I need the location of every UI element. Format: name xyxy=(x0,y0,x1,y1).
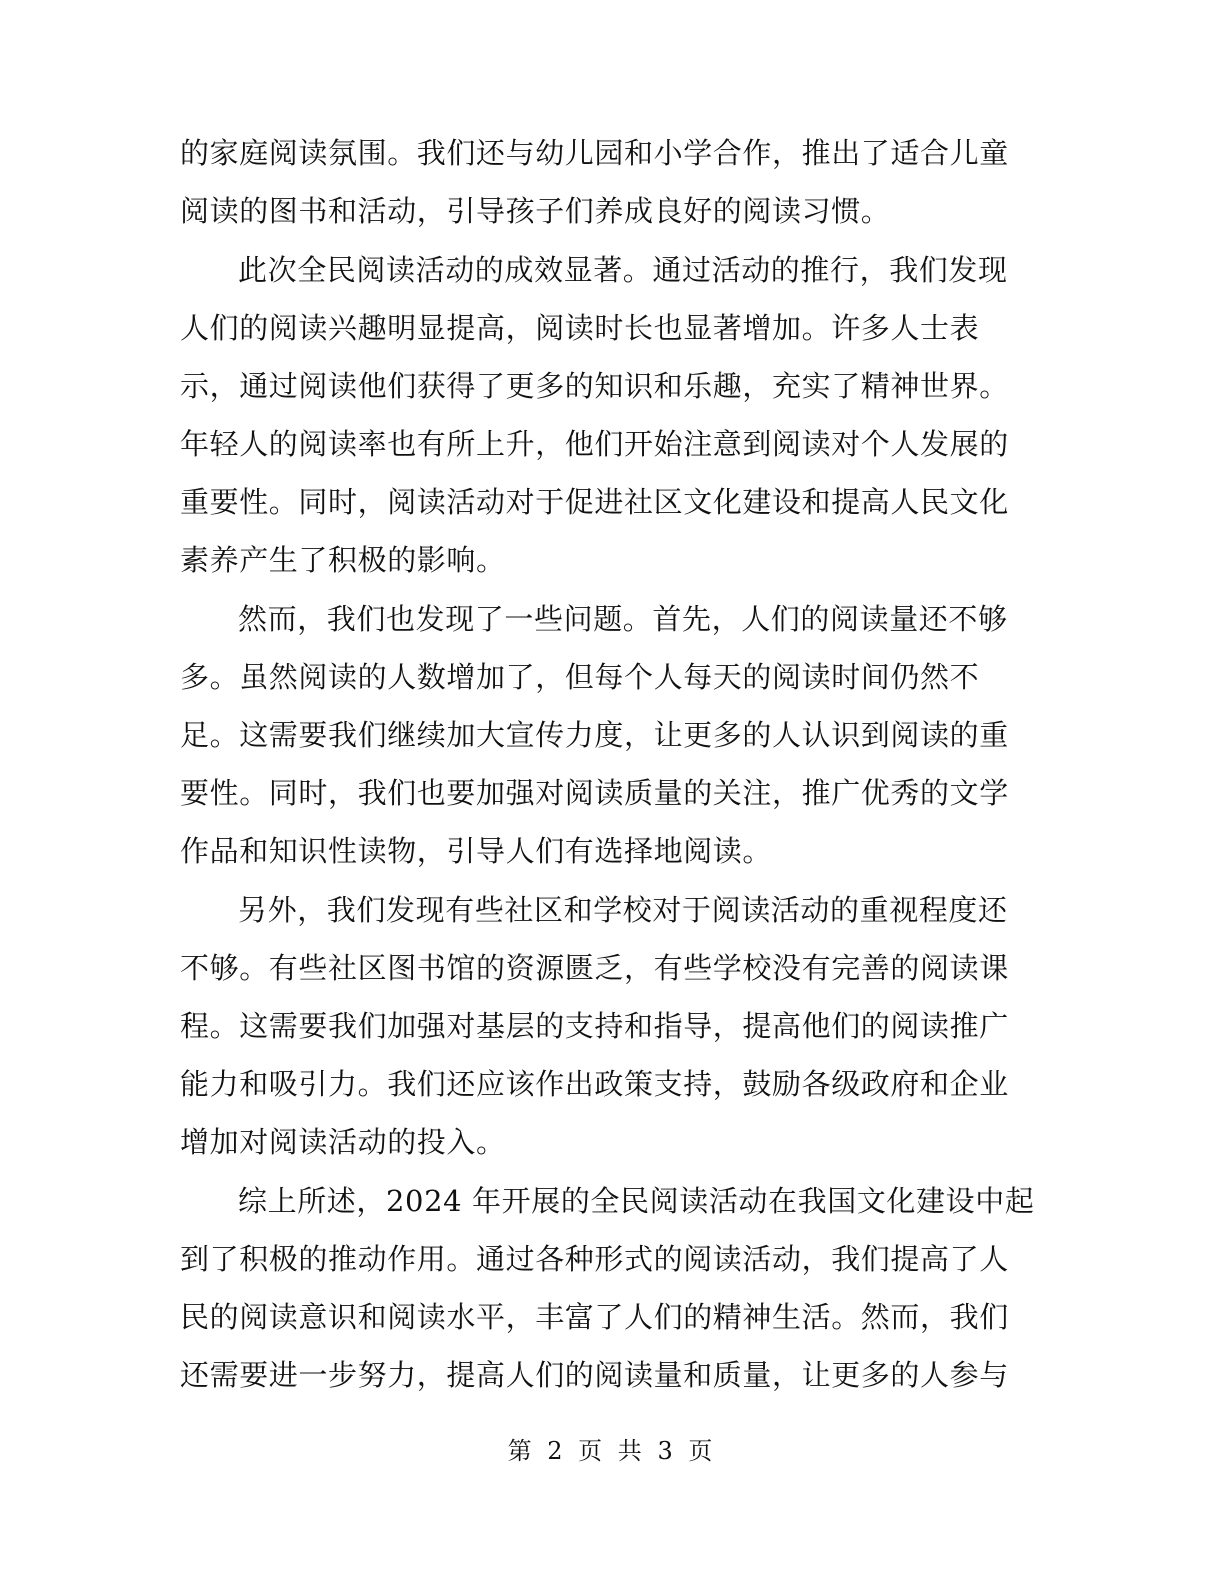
paragraph-2-line-6: 素养产生了积极的影响。 xyxy=(180,543,506,577)
paragraph-3-line-2: 多。虽然阅读的人数增加了，但每个人每天的阅读时间仍然不 xyxy=(180,660,980,694)
paragraph-4-line-5: 增加对阅读活动的投入。 xyxy=(180,1125,506,1159)
page-number-footer: 第 2 页 共 3 页 xyxy=(507,1437,717,1465)
paragraph-1-line-2: 阅读的图书和活动，引导孩子们养成良好的阅读习惯。 xyxy=(180,194,891,228)
paragraph-2-line-5: 重要性。同时，阅读活动对于促进社区文化建设和提高人民文化 xyxy=(180,485,1009,519)
paragraph-5-line-2: 到了积极的推动作用。通过各种形式的阅读活动，我们提高了人 xyxy=(180,1242,1009,1276)
paragraph-5-line-3: 民的阅读意识和阅读水平，丰富了人们的精神生活。然而，我们 xyxy=(180,1300,1009,1334)
paragraph-2-line-3: 示，通过阅读他们获得了更多的知识和乐趣，充实了精神世界。 xyxy=(180,369,1009,403)
paragraph-4-line-4: 能力和吸引力。我们还应该作出政策支持，鼓励各级政府和企业 xyxy=(180,1067,1009,1101)
paragraph-4-line-1: 另外，我们发现有些社区和学校对于阅读活动的重视程度还 xyxy=(238,893,1008,927)
paragraph-5-line-1: 综上所述，2024 年开展的全民阅读活动在我国文化建设中起 xyxy=(238,1184,1035,1218)
paragraph-2-line-1: 此次全民阅读活动的成效显著。通过活动的推行，我们发现 xyxy=(238,253,1008,287)
paragraph-2-line-2: 人们的阅读兴趣明显提高，阅读时长也显著增加。许多人士表 xyxy=(180,311,980,345)
paragraph-3-line-4: 要性。同时，我们也要加强对阅读质量的关注，推广优秀的文学 xyxy=(180,776,1009,810)
paragraph-4-line-3: 程。这需要我们加强对基层的支持和指导，提高他们的阅读推广 xyxy=(180,1009,1009,1043)
paragraph-4-line-2: 不够。有些社区图书馆的资源匮乏，有些学校没有完善的阅读课 xyxy=(180,951,1009,985)
paragraph-2-line-4: 年轻人的阅读率也有所上升，他们开始注意到阅读对个人发展的 xyxy=(180,427,1009,461)
paragraph-3-line-3: 足。这需要我们继续加大宣传力度，让更多的人认识到阅读的重 xyxy=(180,718,1009,752)
paragraph-1-line-1: 的家庭阅读氛围。我们还与幼儿园和小学合作，推出了适合儿童 xyxy=(180,136,1009,170)
paragraph-3-line-1: 然而，我们也发现了一些问题。首先，人们的阅读量还不够 xyxy=(238,602,1008,636)
paragraph-3-line-5: 作品和知识性读物，引导人们有选择地阅读。 xyxy=(180,834,773,868)
paragraph-5-line-4: 还需要进一步努力，提高人们的阅读量和质量，让更多的人参与 xyxy=(180,1358,1009,1392)
